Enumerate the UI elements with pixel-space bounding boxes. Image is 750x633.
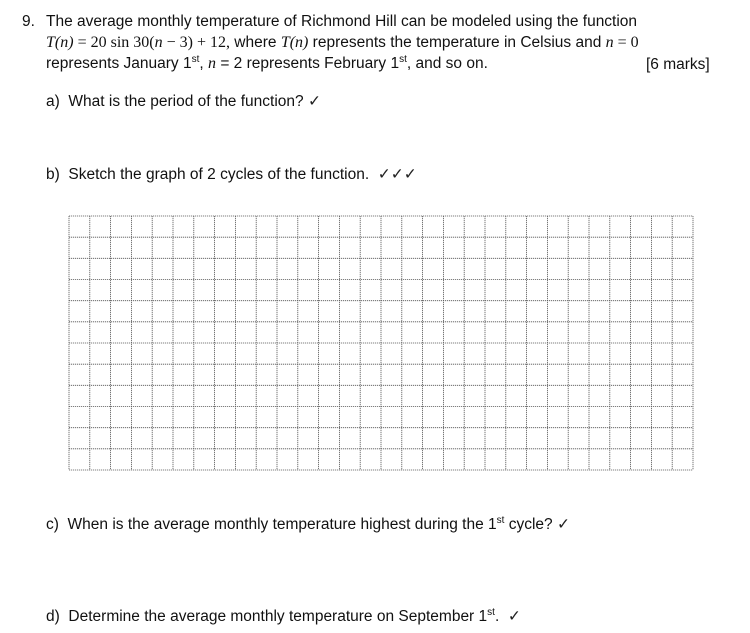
question-line-3 bbox=[46, 55, 488, 73]
part-a-text: What is the period of the function? bbox=[68, 93, 304, 110]
question-line-2 bbox=[46, 34, 639, 52]
formula-n: n bbox=[154, 34, 163, 51]
line2-end: = 0 bbox=[613, 34, 639, 51]
part-d-sup: st bbox=[487, 607, 495, 618]
line2-n: n bbox=[605, 34, 614, 51]
line2-mid: represents the temperature in Celsius and bbox=[308, 34, 606, 51]
part-d-checks: ✓ bbox=[507, 608, 521, 625]
formula-lhs: T(n) bbox=[46, 34, 74, 51]
part-d bbox=[46, 607, 521, 626]
part-c-text2: cycle? bbox=[504, 516, 553, 533]
question-line-1: The average monthly temperature of Richmond Hill can be modeled using the function bbox=[46, 13, 638, 30]
part-b-label: b) bbox=[46, 166, 60, 183]
line2-T: T(n) bbox=[280, 34, 309, 51]
part-d-label: d) bbox=[46, 608, 60, 625]
line2-text: where bbox=[229, 34, 281, 51]
part-a bbox=[46, 92, 321, 111]
graph-grid[interactable] bbox=[68, 215, 694, 471]
part-b-text: Sketch the graph of 2 cycles of the function. bbox=[68, 166, 370, 183]
line3-d: , and so on. bbox=[406, 55, 488, 72]
line3-a: represents January 1 bbox=[46, 55, 192, 72]
part-c-label: c) bbox=[46, 516, 59, 533]
formula-rest: − 3) + 12, bbox=[162, 34, 230, 51]
formula-eq: = 20 sin 30( bbox=[73, 34, 155, 51]
part-d-text: Determine the average monthly temperature on September 1 bbox=[68, 608, 488, 625]
line3-n: n bbox=[208, 55, 217, 72]
part-d-text2: . bbox=[494, 608, 500, 625]
line3-c: = 2 represents February 1 bbox=[216, 55, 400, 72]
part-c bbox=[46, 515, 570, 534]
marks-label: [6 marks] bbox=[646, 56, 710, 73]
part-c-text: When is the average monthly temperature highest during the 1 bbox=[67, 516, 497, 533]
line3-sup2: st bbox=[399, 54, 407, 65]
line3-sup: st bbox=[191, 54, 200, 65]
part-c-checks: ✓ bbox=[556, 516, 570, 533]
part-b-checks: ✓✓✓ bbox=[377, 166, 417, 183]
part-b bbox=[46, 165, 417, 184]
line3-b: , bbox=[199, 55, 209, 72]
part-a-checks: ✓ bbox=[307, 93, 321, 110]
question-number: 9. bbox=[22, 13, 35, 30]
part-a-label: a) bbox=[46, 93, 60, 110]
part-c-sup: st bbox=[496, 515, 505, 526]
